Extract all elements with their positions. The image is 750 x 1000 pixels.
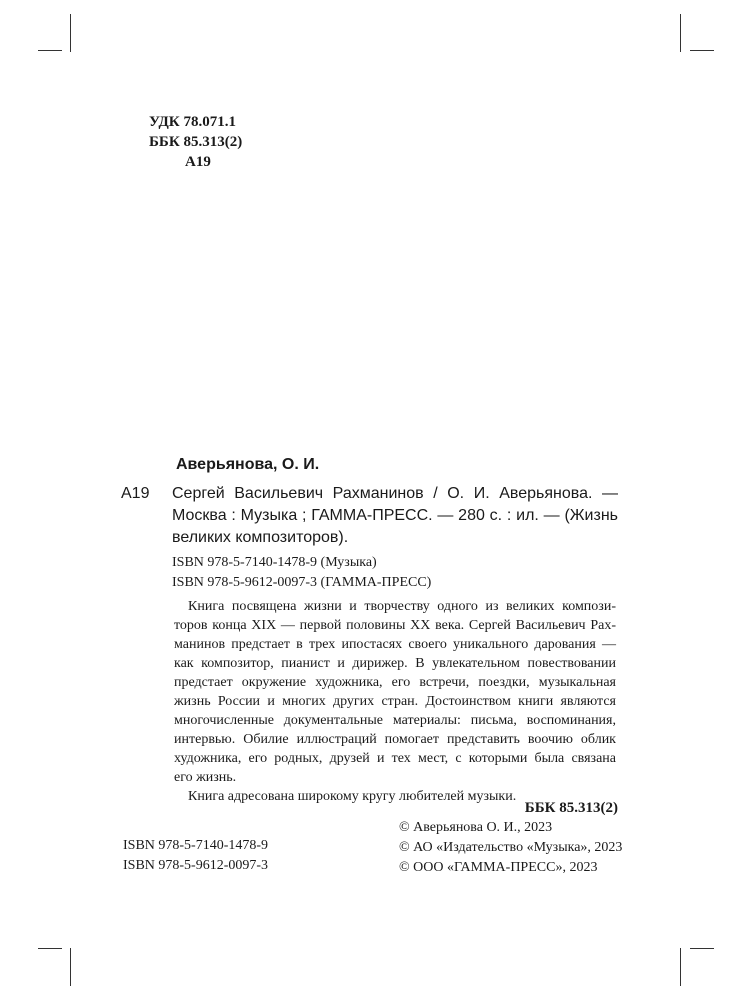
author-sign: А19	[185, 154, 211, 170]
bibliographic-description	[172, 483, 618, 549]
crop-mark-top-right-horizontal	[690, 50, 714, 51]
annotation-line: предстает окружение художника, его встречи, поездки, музыкальная	[174, 675, 616, 690]
annotation-line: жизнь России и многих других стран. Достоинством книги являются	[174, 694, 616, 709]
copyright-line: © АО «Издательство «Музыка», 2023	[399, 840, 623, 855]
footer-isbn-list	[123, 836, 268, 876]
isbn-line: ISBN 978-5-9612-0097-3 (ГАММА-ПРЕСС)	[172, 575, 432, 590]
annotation	[174, 597, 616, 806]
crop-mark-bottom-right-horizontal	[690, 948, 714, 949]
copyright-line: © Аверьянова О. И., 2023	[399, 820, 553, 835]
isbn-line: ISBN 978-5-7140-1478-9 (Музыка)	[172, 555, 377, 570]
annotation-line: как композитор, пианист и дирижер. В увлекательном повествовании	[174, 656, 616, 671]
crop-mark-bottom-left-horizontal	[38, 948, 62, 949]
udk-code: УДК 78.071.1	[149, 114, 236, 130]
classification-codes	[149, 112, 242, 172]
footer-isbn-line: ISBN 978-5-7140-1478-9	[123, 838, 269, 853]
margin-author-sign: А19	[121, 485, 150, 502]
annotation-line: художника, его родных, друзей и тех мест, с которыми была связана	[174, 751, 616, 766]
annotation-line: Книга посвящена жизни и творчеству одного из великих компози-	[188, 599, 616, 614]
crop-mark-bottom-left-vertical	[70, 948, 71, 986]
footer-isbn-line: ISBN 978-5-9612-0097-3	[123, 858, 269, 873]
crop-mark-top-left-vertical	[70, 14, 71, 52]
crop-mark-bottom-right-vertical	[680, 948, 681, 986]
copyright-line: © ООО «ГАММА-ПРЕСС», 2023	[399, 860, 598, 875]
annotation-line: манинов предстает в трех ипостасях своего уникального дарования —	[174, 637, 616, 652]
title-line: Сергей Васильевич Рахманинов / О. И. Аверьянова. —	[172, 485, 618, 502]
annotation-line: его жизнь.	[174, 770, 237, 785]
annotation-line: торов конца XIX — первой половины XX века. Сергей Васильевич Рах-	[174, 618, 616, 633]
copyright-list	[399, 818, 622, 878]
annotation-audience: Книга адресована широкому кругу любителей музыки.	[188, 789, 517, 804]
crop-mark-top-left-horizontal	[38, 50, 62, 51]
isbn-list	[172, 553, 431, 593]
annotation-line: многочисленные документальные материалы: письма, воспоминания,	[174, 713, 616, 728]
author-heading: Аверьянова, О. И.	[176, 456, 320, 473]
bbk-code: ББК 85.313(2)	[149, 134, 243, 150]
bbk-bottom: ББК 85.313(2)	[524, 800, 618, 816]
crop-mark-top-right-vertical	[680, 14, 681, 52]
title-line: великих композиторов).	[172, 529, 349, 546]
annotation-line: интервью. Обилие иллюстраций помогает представить воочию облик	[174, 732, 616, 747]
title-line: Москва : Музыка ; ГАММА-ПРЕСС. — 280 с. : ил. — (Жизнь	[172, 507, 618, 524]
